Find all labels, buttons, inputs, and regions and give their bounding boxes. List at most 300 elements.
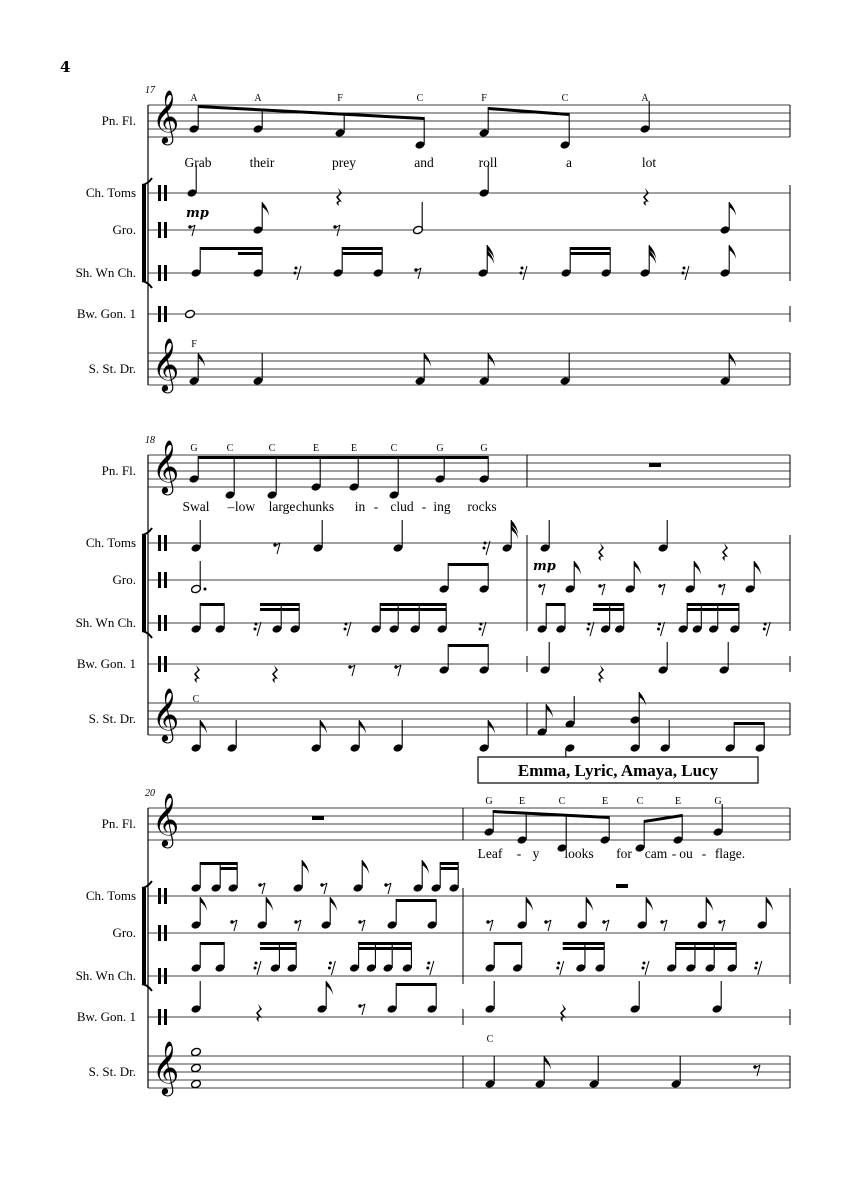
page-number: 4: [60, 58, 71, 76]
notehead: [191, 1047, 202, 1057]
note: [427, 899, 438, 930]
measure-number: 17: [145, 85, 155, 96]
note-flag: [544, 1056, 551, 1070]
dynamic-marking: mp: [533, 559, 556, 574]
instrument-name: Bw. Gon. 1: [76, 656, 136, 671]
note: [371, 603, 382, 634]
notehead: [191, 1079, 202, 1089]
note: [614, 603, 625, 634]
note: [402, 942, 413, 973]
lyric-syllable: -: [671, 846, 677, 861]
eighth-rest: [333, 225, 340, 236]
eighth-rest: [320, 883, 327, 894]
beam: [198, 105, 424, 120]
beam: [644, 814, 682, 823]
note: [387, 899, 398, 930]
note-flag: [326, 981, 333, 995]
lyric-syllable: their: [249, 155, 275, 170]
note: [595, 942, 606, 973]
lyric-syllable: looks: [564, 846, 594, 861]
measure-number: 20: [145, 788, 155, 799]
chord-symbol: C: [558, 796, 566, 807]
eighth-rest: [538, 584, 545, 595]
sixteenth-rest: [657, 622, 665, 636]
note: [512, 942, 523, 973]
note-flag: [646, 897, 653, 911]
note: [215, 942, 226, 973]
note-flag: [729, 202, 736, 216]
note: [350, 720, 367, 753]
note: [637, 897, 654, 930]
eighth-rest: [358, 1004, 365, 1015]
beam: [342, 247, 382, 250]
note: [191, 981, 202, 1014]
eighth-rest: [753, 1065, 760, 1076]
lyric-syllable: –: [227, 499, 235, 514]
note: [600, 603, 611, 634]
beam: [493, 810, 609, 819]
note: [427, 983, 438, 1014]
eighth-rest: [658, 584, 665, 595]
eighth-rest: [230, 920, 237, 931]
chord-symbol: G: [480, 443, 488, 454]
eighth-rest: [294, 920, 301, 931]
sixteenth-rest: [642, 961, 650, 975]
note: [389, 456, 400, 500]
chord-symbol: C: [390, 443, 398, 454]
lyric-syllable: prey: [332, 155, 356, 170]
note: [658, 642, 669, 675]
instrument-name: Pn. Fl.: [101, 816, 136, 831]
note: [729, 603, 740, 634]
note: [393, 520, 404, 553]
staff-group-bracket: [142, 178, 152, 288]
beam: [687, 608, 739, 611]
quarter-rest: [336, 188, 342, 206]
note: [601, 247, 612, 278]
note-flag: [766, 897, 773, 911]
note-flag: [586, 897, 593, 911]
instrument-name: Ch. Toms: [85, 185, 136, 200]
note: [660, 720, 671, 753]
note: [727, 942, 738, 973]
system-2: [76, 435, 790, 783]
chord-symbol: C: [636, 796, 644, 807]
beam: [342, 252, 382, 255]
beam: [380, 608, 446, 611]
chord-symbol: F: [481, 93, 487, 104]
note: [485, 981, 496, 1014]
note: [253, 247, 264, 278]
staff: [148, 353, 790, 385]
chord-symbol: F: [191, 339, 197, 350]
note: [540, 520, 551, 553]
note: [640, 101, 651, 134]
staff: [148, 703, 790, 735]
note: [678, 603, 689, 634]
system-1: [76, 85, 790, 393]
note: [431, 862, 442, 893]
note-flag: [526, 897, 533, 911]
lyric-syllable: for: [616, 846, 632, 861]
staff-group-bracket: [142, 881, 152, 991]
lyric-syllable: Leaf: [477, 846, 503, 861]
staff-group-bracket: [142, 528, 152, 638]
note: [485, 942, 496, 973]
note: [191, 1047, 202, 1057]
eighth-rest: [660, 920, 667, 931]
note: [479, 563, 490, 594]
eighth-rest: [273, 543, 280, 554]
note: [317, 981, 334, 1014]
beam: [546, 603, 565, 606]
note: [555, 603, 566, 634]
note: [705, 942, 716, 973]
beam: [220, 867, 237, 870]
chord-symbol: A: [641, 93, 649, 104]
note: [502, 520, 519, 553]
lyric-syllable: clud: [390, 499, 414, 514]
beam: [396, 983, 436, 986]
note: [410, 603, 421, 634]
note: [565, 561, 582, 594]
note: [630, 692, 647, 725]
lyric-syllable: -: [373, 499, 379, 514]
note: [577, 897, 594, 930]
beam: [448, 644, 488, 647]
chord-symbol: G: [436, 443, 444, 454]
instrument-name: Gro.: [112, 572, 136, 587]
note: [373, 247, 384, 278]
note-flag: [729, 353, 736, 367]
note: [449, 862, 460, 893]
beam: [734, 722, 764, 725]
sixteenth-rest: [426, 961, 434, 975]
note: [692, 603, 703, 634]
quarter-rest: [722, 543, 728, 561]
note: [211, 862, 222, 893]
treble-clef-icon: 𝄞: [152, 792, 180, 846]
chord-symbol: C: [486, 1034, 494, 1045]
chord-symbol: F: [337, 93, 343, 104]
lyric-syllable: chunks: [295, 499, 335, 514]
eighth-rest: [414, 268, 421, 279]
beam: [440, 867, 458, 870]
instrument-name: S. St. Dr.: [88, 1064, 136, 1079]
sixteenth-rest: [254, 961, 262, 975]
lyric-syllable: Swal: [182, 499, 210, 514]
note-flag: [422, 860, 429, 874]
note: [479, 107, 490, 138]
whole-rest: [649, 463, 661, 467]
note: [191, 1079, 202, 1089]
eighth-rest: [358, 920, 365, 931]
note: [267, 456, 278, 500]
note: [366, 942, 377, 973]
quarter-rest: [272, 665, 278, 683]
note: [189, 105, 200, 134]
treble-clef-icon: 𝄞: [152, 439, 180, 493]
beam: [200, 862, 237, 865]
quarter-rest: [194, 665, 200, 683]
instrument-name: Sh. Wn Ch.: [75, 968, 136, 983]
beam: [358, 947, 411, 950]
note: [540, 642, 551, 675]
sixteenth-rest: [328, 961, 336, 975]
system-3: [76, 788, 790, 1096]
instrument-name: Ch. Toms: [85, 535, 136, 550]
beam: [396, 899, 436, 902]
beam: [260, 942, 296, 945]
chord-symbol: E: [350, 443, 358, 454]
note-flag: [302, 860, 309, 874]
chord-symbol: G: [714, 796, 722, 807]
note: [293, 860, 310, 893]
lyric-syllable: -: [701, 846, 707, 861]
quarter-rest: [560, 1004, 566, 1022]
note-flag: [639, 692, 646, 706]
instrument-name: Sh. Wn Ch.: [75, 265, 136, 280]
chord-symbol: C: [226, 443, 234, 454]
instrument-name: Ch. Toms: [85, 888, 136, 903]
instrument-name: Sh. Wn Ch.: [75, 615, 136, 630]
note: [561, 247, 572, 278]
note-flag: [200, 897, 207, 911]
note: [257, 897, 274, 930]
note: [537, 704, 554, 737]
note: [333, 247, 344, 278]
treble-clef-icon: 𝄞: [152, 337, 180, 391]
staff: [148, 455, 790, 487]
lyric-syllable: roll: [478, 155, 498, 170]
note: [225, 456, 236, 500]
chord-symbol: C: [268, 443, 276, 454]
note: [479, 644, 490, 675]
whole-rest: [312, 816, 324, 820]
chord-symbol: C: [192, 694, 200, 705]
sixteenth-rest: [556, 961, 564, 975]
note: [313, 520, 324, 553]
beam: [200, 942, 224, 945]
notehead: [185, 309, 196, 319]
quarter-rest: [643, 188, 649, 206]
note: [413, 860, 430, 893]
note: [666, 942, 677, 973]
note: [415, 117, 426, 150]
staff: [148, 808, 790, 840]
lyric-syllable: and: [414, 155, 434, 170]
note: [560, 113, 571, 150]
note: [321, 897, 338, 930]
lyric-syllable: a: [566, 155, 572, 170]
note: [387, 983, 398, 1014]
note: [335, 113, 346, 138]
sixteenth-rest: [479, 622, 487, 636]
note: [439, 563, 450, 594]
note: [685, 561, 702, 594]
notehead: [191, 1063, 202, 1073]
eighth-rest: [348, 665, 355, 676]
beam: [260, 603, 299, 606]
note-flag: [574, 561, 581, 575]
note-flag: [694, 561, 701, 575]
sixteenth-rest: [763, 622, 771, 636]
quarter-rest: [598, 665, 604, 683]
quarter-rest: [598, 543, 604, 561]
chord-symbol: E: [312, 443, 320, 454]
note: [191, 247, 202, 278]
note: [630, 981, 641, 1014]
note: [191, 942, 202, 973]
note-dot: [204, 588, 207, 591]
note-flag: [488, 353, 495, 367]
note: [713, 804, 724, 837]
note-flag: [362, 860, 369, 874]
note: [191, 603, 202, 634]
note: [191, 1063, 202, 1073]
beam: [200, 603, 224, 606]
beam: [676, 947, 737, 950]
note: [389, 603, 400, 634]
chord-symbol: G: [190, 443, 198, 454]
note: [479, 456, 490, 484]
sixteenth-rest: [587, 622, 595, 636]
note: [287, 942, 298, 973]
sixteenth-rest: [754, 961, 762, 975]
eighth-rest: [718, 584, 725, 595]
lyric-syllable: rocks: [467, 499, 497, 514]
beam: [380, 603, 446, 606]
note: [311, 456, 322, 492]
rehearsal-mark: Emma, Lyric, Amaya, Lucy: [517, 761, 719, 780]
note: [191, 561, 207, 594]
beam: [563, 942, 604, 945]
dynamic-marking: mp: [186, 206, 209, 221]
chord-symbol: E: [601, 796, 609, 807]
note: [227, 720, 238, 753]
lyric-syllable: y: [532, 846, 540, 861]
beam: [563, 947, 604, 950]
note: [625, 561, 642, 594]
chord-symbol: E: [518, 796, 526, 807]
staff: [148, 1056, 790, 1088]
lyric-syllable: cam: [644, 846, 668, 861]
eighth-rest: [718, 920, 725, 931]
instrument-name: Gro.: [112, 222, 136, 237]
lyric-syllable: large: [268, 499, 296, 514]
instrument-name: Bw. Gon. 1: [76, 1009, 136, 1024]
lyric-syllable: lot: [641, 155, 657, 170]
beam: [570, 252, 610, 255]
note-flag: [262, 202, 269, 216]
note-flag: [706, 897, 713, 911]
beam: [200, 247, 262, 250]
chord-symbol: A: [190, 93, 198, 104]
eighth-rest: [602, 920, 609, 931]
whole-rest: [616, 884, 628, 888]
instrument-name: Gro.: [112, 925, 136, 940]
beam: [676, 942, 737, 945]
note-flag: [266, 897, 273, 911]
lyric-syllable: -: [421, 499, 427, 514]
note: [439, 644, 450, 675]
beam: [593, 608, 624, 611]
beam: [358, 942, 411, 945]
note: [575, 942, 586, 973]
eighth-rest: [394, 665, 401, 676]
note: [435, 456, 446, 484]
note: [349, 942, 360, 973]
note: [673, 814, 684, 845]
note: [393, 720, 404, 753]
note: [191, 720, 208, 753]
lyric-syllable: in: [354, 499, 366, 514]
note: [185, 309, 196, 319]
eighth-rest: [188, 225, 195, 236]
chord-symbol: G: [485, 796, 493, 807]
instrument-name: S. St. Dr.: [88, 361, 136, 376]
note: [745, 561, 762, 594]
note: [537, 603, 548, 634]
lyric-syllable: ing: [433, 499, 451, 514]
eighth-rest: [486, 920, 493, 931]
beam: [593, 603, 624, 606]
note: [189, 456, 200, 484]
note: [290, 603, 301, 634]
note: [272, 603, 283, 634]
instrument-name: S. St. Dr.: [88, 711, 136, 726]
note-flag: [634, 561, 641, 575]
beam: [198, 456, 488, 459]
note: [685, 942, 696, 973]
note: [517, 812, 528, 845]
lyric-syllable: flage.: [714, 846, 746, 861]
beam: [687, 603, 739, 606]
note: [712, 981, 723, 1014]
note: [697, 897, 714, 930]
beam: [448, 563, 488, 566]
note: [191, 520, 202, 553]
measure-number: 18: [145, 435, 155, 446]
note-flag: [754, 561, 761, 575]
note: [479, 720, 496, 753]
lyric-syllable: -: [516, 846, 522, 861]
beam: [488, 107, 569, 116]
note-flag: [198, 353, 205, 367]
beam: [494, 942, 522, 945]
sixteenth-rest: [344, 622, 352, 636]
note: [517, 897, 534, 930]
note: [630, 720, 641, 753]
instrument-name: Bw. Gon. 1: [76, 306, 136, 321]
chord-symbol: C: [561, 93, 569, 104]
sixteenth-rest: [254, 622, 262, 636]
treble-clef-icon: 𝄞: [152, 1040, 180, 1094]
note-flag: [729, 245, 736, 259]
eighth-rest: [598, 584, 605, 595]
note: [437, 603, 448, 634]
quarter-rest: [256, 1004, 262, 1022]
beam: [238, 252, 262, 255]
note: [708, 603, 719, 634]
lyric-syllable: Grab: [184, 155, 212, 170]
eighth-rest: [544, 920, 551, 931]
note: [383, 942, 394, 973]
instrument-name: Pn. Fl.: [101, 463, 136, 478]
note: [349, 456, 360, 492]
beam: [260, 947, 296, 950]
note: [311, 720, 328, 753]
